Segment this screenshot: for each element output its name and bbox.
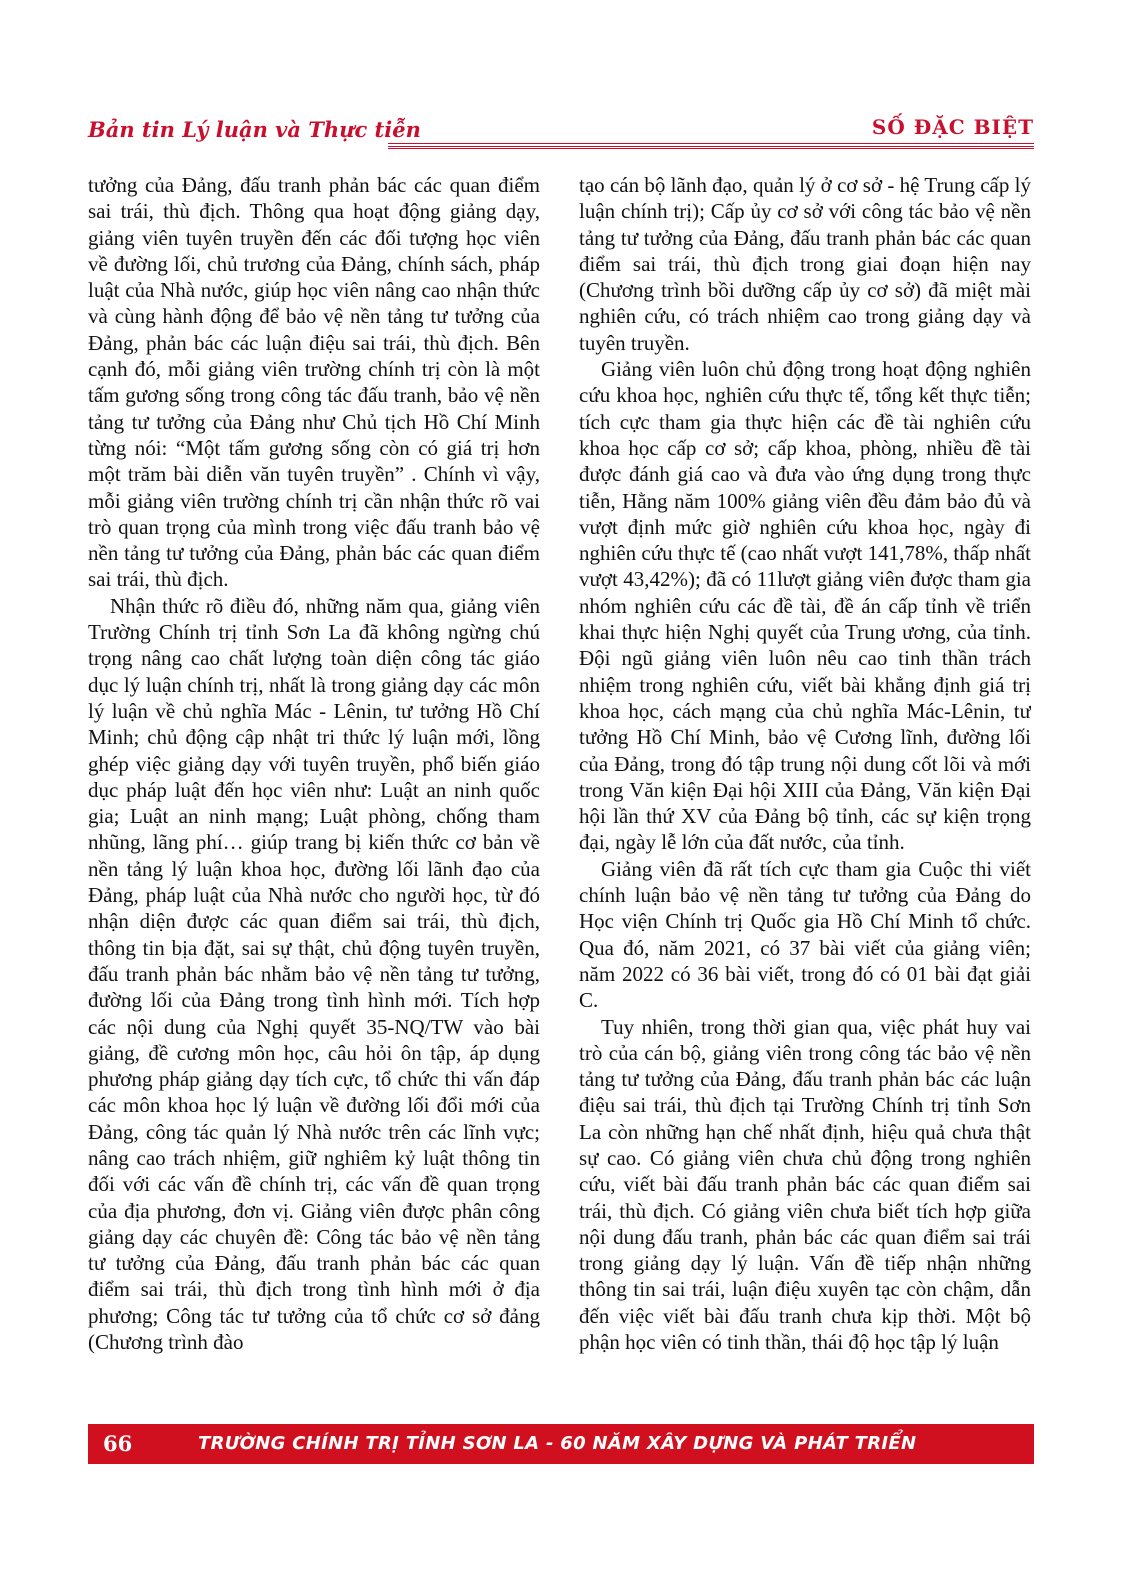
header-divider [388, 143, 1034, 149]
page-footer [88, 1424, 1034, 1464]
footer-banner-text: TRƯỜNG CHÍNH TRỊ TỈNH SƠN LA - 60 NĂM XÂY DỰNG VÀ PHÁT TRIỂN [198, 1433, 917, 1454]
right-column [579, 172, 1031, 1412]
paragraph: tạo cán bộ lãnh đạo, quản lý ở cơ sở - hệ Trung cấp lý luận chính trị); Cấp ủy cơ sở với công tác bảo vệ nền tảng tư tưởng của Đảng, đấu tranh phản bác các quan điểm sai trái, thù địch trong giai đoạn hiện nay (Chương trình bồi dưỡng cấp ủy cơ sở) đã miệt mài nghiên cứu, có trách nhiệm cao trong giảng dạy và tuyên truyền. [579, 173, 1031, 355]
special-issue-label: SỐ ĐẶC BIỆT [871, 115, 1034, 139]
paragraph: tưởng của Đảng, đấu tranh phản bác các quan điểm sai trái, thù địch. Thông qua hoạt động giảng dạy, giảng viên tuyên truyền đến các đối tượng học viên về đường lối, chủ trương của Đảng, chính sách, pháp luật của Nhà nước, giúp học viên nâng cao nhận thức và cùng hành động để bảo vệ nền tảng tư tưởng của Đảng, phản bác các luận điệu sai trái, thù địch. Bên cạnh đó, mỗi giảng viên trường chính trị còn là một tấm gương sống trong công tác đấu tranh, bảo vệ nền tảng tư tưởng của Đảng như Chủ tịch Hồ Chí Minh từng nói: “Một tấm gương sống còn có giá trị hơn một trăm bài diễn văn tuyên truyền” . Chính vì vậy, mỗi giảng viên trường chính trị cần nhận thức rõ vai trò quan trọng của mình trong việc đấu tranh bảo vệ nền tảng tư tưởng của Đảng, phản bác các quan điểm sai trái, thù địch. [88, 173, 540, 592]
left-column [88, 172, 540, 1412]
page-header [88, 113, 1034, 153]
paragraph: Giảng viên luôn chủ động trong hoạt động nghiên cứu khoa học, nghiên cứu thực tế, tổng kết thực tiễn; tích cực tham gia thực hiện các đề tài nghiên cứu khoa học cấp cơ sở; cấp khoa, phòng, nhiều đề tài được đánh giá cao và đưa vào ứng dụng trong thực tiễn, Hằng năm 100% giảng viên đều đảm bảo đủ và vượt định mức giờ nghiên cứu khoa học, ngày đi nghiên cứu thực tế (cao nhất vượt 141,78%, thấp nhất vượt 43,42%); đã có 11lượt giảng viên được tham gia nhóm nghiên cứu các đề tài, đề án cấp tỉnh về triển khai thực hiện Nghị quyết của Trung ương, của tỉnh. Đội ngũ giảng viên luôn nêu cao tinh thần trách nhiệm trong nghiên cứu, viết bài khẳng định giá trị khoa học, cách mạng của chủ nghĩa Mác-Lênin, tư tưởng Hồ Chí Minh, bảo vệ Cương lĩnh, đường lối của Đảng, trong đó tập trung nội dung cốt lõi và mới trong Văn kiện Đại hội XIII của Đảng, Văn kiện Đại hội lần thứ XV của Đảng bộ tỉnh, các sự kiện trọng đại, ngày lễ lớn của đất nước, của tỉnh. [579, 357, 1031, 855]
publication-title: Bản tin Lý luận và Thực tiễn [88, 117, 421, 142]
paragraph: Nhận thức rõ điều đó, những năm qua, giảng viên Trường Chính trị tỉnh Sơn La đã không ngừng chú trọng nâng cao chất lượng toàn diện công tác giáo dục lý luận chính trị, nhất là trong giảng dạy các môn lý luận về chủ nghĩa Mác - Lênin, tư tưởng Hồ Chí Minh; chủ động cập nhật tri thức lý luận mới, lồng ghép việc giảng dạy với tuyên truyền, phổ biến giáo dục pháp luật đến học viên như: Luật an ninh quốc gia; Luật an ninh mạng; Luật phòng, chống tham nhũng, lãng phí… giúp trang bị kiến thức cơ bản về nền tảng lý luận khoa học, đường lối lãnh đạo của Đảng, pháp luật của Nhà nước cho người học, từ đó nhận diện được các quan điểm sai trái, thù địch, thông tin bịa đặt, sai sự thật, chủ động tuyên truyền, đấu tranh phản bác nhằm bảo vệ nền tảng tư tưởng, đường lối của Đảng trong tình hình mới. Tích hợp các nội dung của Nghị quyết 35-NQ/TW vào bài giảng, đề cương môn học, câu hỏi ôn tập, áp dụng phương pháp giảng dạy tích cực, tổ chức thi vấn đáp các môn khoa học lý luận về đường lối đổi mới của Đảng, công tác quản lý Nhà nước trên các lĩnh vực; nâng cao trách nhiệm, giữ nghiêm kỷ luật thông tin đối với các vấn đề chính trị, các vấn đề quan trọng của địa phương, đơn vị. Giảng viên được phân công giảng dạy các chuyên đề: Công tác bảo vệ nền tảng tư tưởng của Đảng, đấu tranh phản bác các quan điểm sai trái, thù địch trong tình hình mới ở địa phương; Công tác tư tưởng của tổ chức cơ sở đảng (Chương trình đào [88, 593, 540, 1355]
page-number: 66 [103, 1431, 133, 1456]
paragraph: Giảng viên đã rất tích cực tham gia Cuộc thi viết chính luận bảo vệ nền tảng tư tưởng của Đảng do Học viện Chính trị Quốc gia Hồ Chí Minh tổ chức. Qua đó, năm 2021, có 37 bài viết của giảng viên; năm 2022 có 36 bài viết, trong đó có 01 bài đạt giải C. [579, 856, 1031, 1013]
paragraph: Tuy nhiên, trong thời gian qua, việc phát huy vai trò của cán bộ, giảng viên trong công tác bảo vệ nền tảng tư tưởng của Đảng, đấu tranh phản bác các luận điệu sai trái, thù địch tại Trường Chính trị tỉnh Sơn La còn những hạn chế nhất định, hiệu quả chưa thật sự cao. Có giảng viên chưa chủ động trong nghiên cứu, viết bài đấu tranh phản bác các quan điểm sai trái, thù địch. Có giảng viên chưa biết tích hợp giữa nội dung đấu tranh, phản bác các quan điểm sai trái trong giảng dạy lý luận. Vấn đề tiếp nhận những thông tin sai trái, luận điệu xuyên tạc còn chậm, dẫn đến việc viết bài đấu tranh chưa kịp thời. Một bộ phận học viên có tinh thần, thái độ học tập lý luận [579, 1014, 1031, 1355]
